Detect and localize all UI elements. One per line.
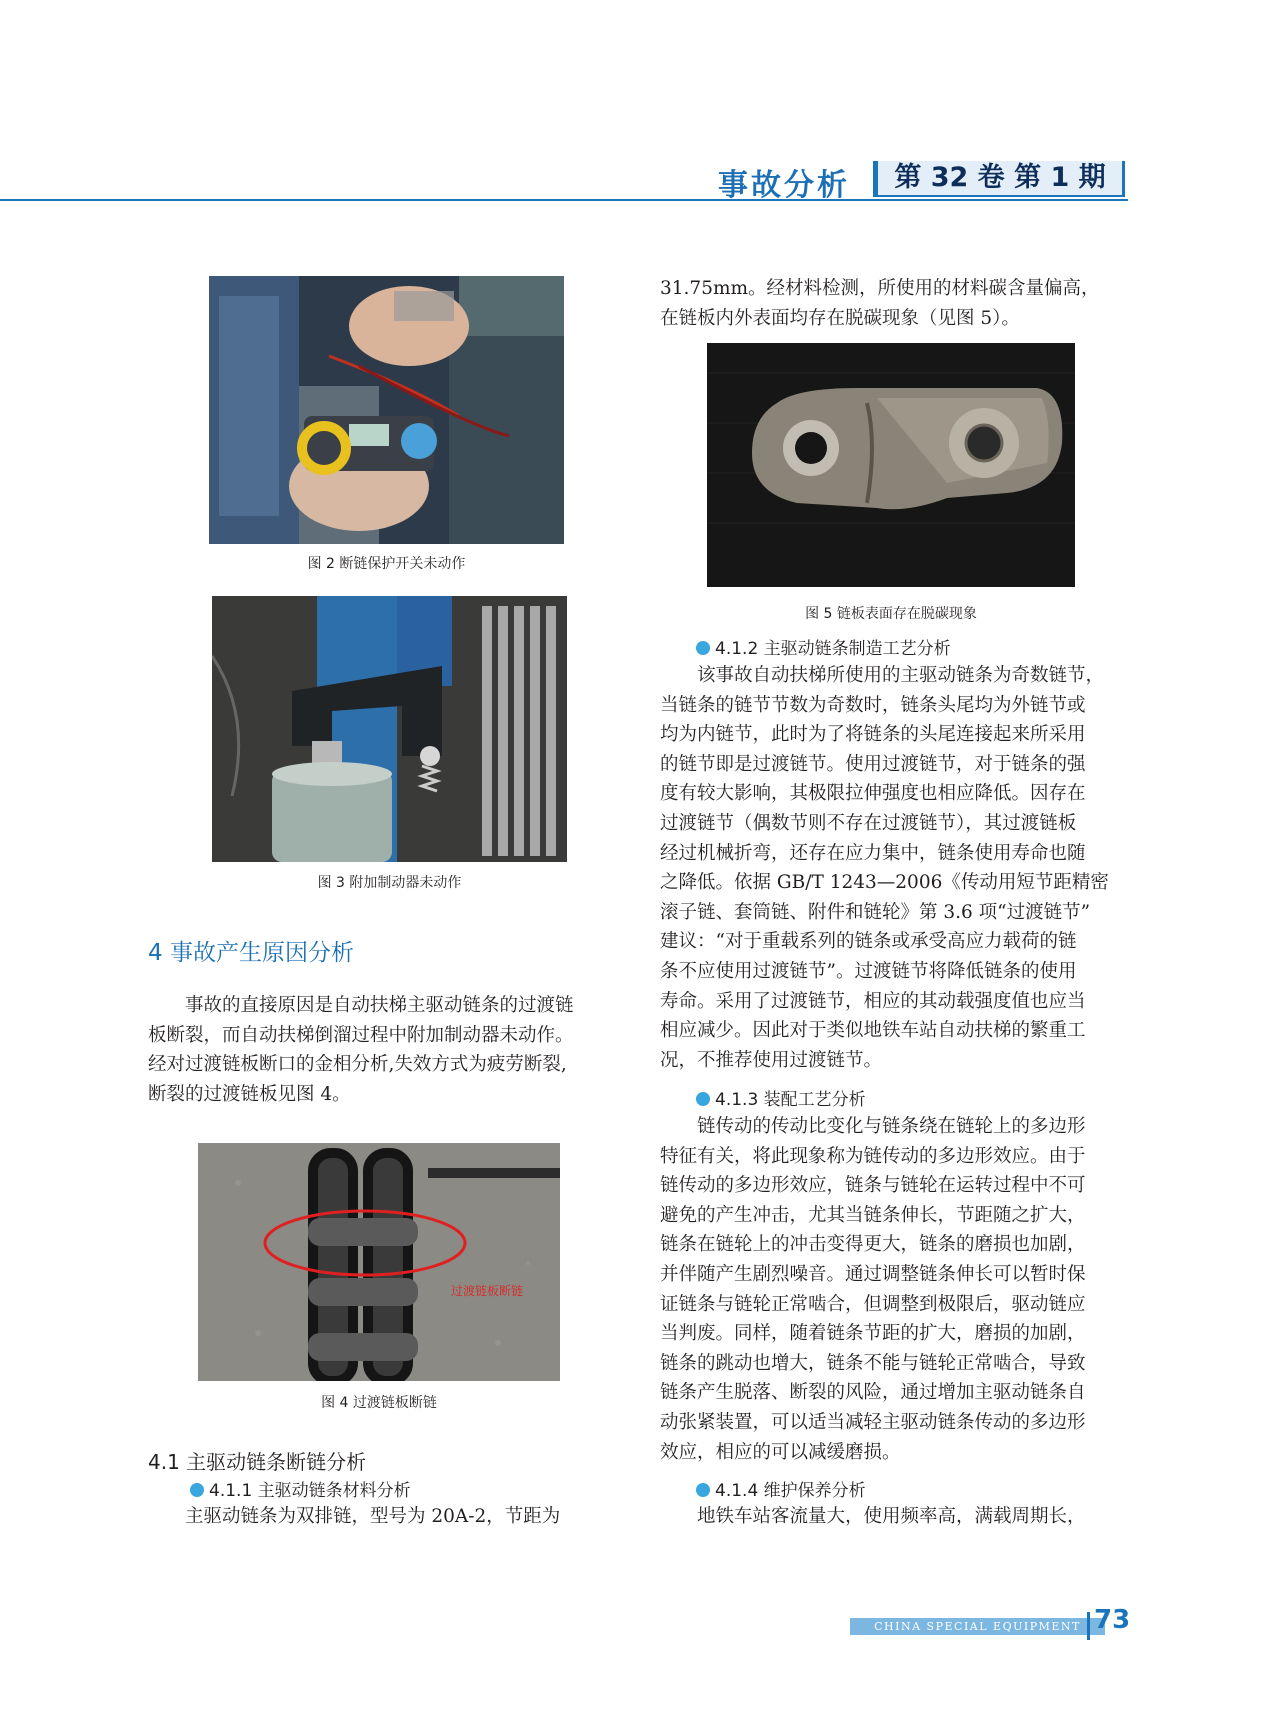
text-line: 该事故自动扶梯所使用的主驱动链条为奇数链节，: [697, 665, 1105, 686]
text-line: 相应减少。因此对于类似地铁车站自动扶梯的繁重工: [660, 1020, 1086, 1042]
text-line: 寿命。采用了过渡链节，相应的其动载强度值也应当: [660, 990, 1086, 1012]
text-line: 当判废。同样，随着链条节距的扩大，磨损的加剧，: [660, 1323, 1086, 1345]
paragraph-section-4: [148, 991, 616, 1109]
bullet-icon: [190, 1483, 204, 1497]
text-line: 证链条与链轮正常啮合，但调整到极限后，驱动链应: [660, 1293, 1086, 1315]
text-line: 并伴随产生剧烈噪音。通过调整链条伸长可以暂时保: [660, 1263, 1086, 1285]
text-line: 地铁车站客流量大，使用频率高，满载周期长，: [697, 1506, 1086, 1527]
text-line: 避免的产生冲击，尤其当链条伸长，节距随之扩大，: [660, 1204, 1086, 1226]
text-line: 链条在链轮上的冲击变得更大，链条的磨损也加剧，: [660, 1234, 1086, 1256]
text-line: 的链节即是过渡链节。使用过渡链节，对于链条的强: [660, 753, 1086, 775]
text-line: 建议：“对于重载系列的链条或承受高应力载荷的链: [660, 931, 1077, 953]
heading-4-1-2: [696, 634, 951, 659]
figure-5-photo: [707, 343, 1075, 587]
heading-4-1: 4.1 主驱动链条断链分析: [148, 1450, 367, 1474]
page-number: 73: [1094, 1605, 1131, 1635]
bullet-icon: [696, 1092, 710, 1106]
text-line: 31.75mm。经材料检测，所使用的材料碳含量偏高，: [660, 278, 1100, 299]
text-line: 链条产生脱落、断裂的风险，通过增加主驱动链条自: [660, 1382, 1086, 1404]
heading-4-1-4: [696, 1476, 866, 1501]
text-line: 当链条的链节节数为奇数时，链条头尾均为外链节或: [660, 694, 1086, 716]
paragraph-4-1-3: [660, 1112, 1130, 1467]
header-rule: [0, 199, 1128, 201]
bullet-icon: [696, 1483, 710, 1497]
text-line: 链传动的多边形效应，链条与链轮在运转过程中不可: [660, 1175, 1086, 1197]
paragraph-4-1-2: [660, 661, 1130, 1075]
section-title: 事故分析: [718, 168, 850, 203]
text-line: 事故的直接原因是自动扶梯主驱动链条的过渡链: [185, 995, 574, 1016]
paragraph-4-1-1: [148, 1502, 616, 1532]
footer-divider: [1087, 1612, 1090, 1640]
text-line: 经过机械折弯，还存在应力集中，链条使用寿命也随: [660, 842, 1086, 864]
heading-section-4: 4 事故产生原因分析: [148, 940, 354, 966]
text-line: 经对过渡链板断口的金相分析,失效方式为疲劳断裂,: [148, 1054, 567, 1076]
issue-label: 第 32 卷 第 1 期: [878, 161, 1122, 195]
text-line: 特征有关，将此现象称为链传动的多边形效应。由于: [660, 1145, 1086, 1167]
figure-2-caption: 图 2 断链保护开关未动作: [307, 556, 466, 572]
journal-name: CHINA SPECIAL EQUIPMENT SAFETY: [874, 1620, 1081, 1650]
text-line: 在链板内外表面均存在脱碳现象（见图 5）。: [660, 307, 1020, 329]
heading-4-1-4-label: 4.1.4 维护保养分析: [715, 1481, 866, 1501]
heading-4-1-3-label: 4.1.3 装配工艺分析: [715, 1090, 866, 1110]
text-line: 之降低。依据 GB/T 1243—2006《传动用短节距精密: [660, 872, 1109, 894]
text-line: 过渡链节（偶数节则不存在过渡链节），其过渡链板: [660, 812, 1077, 834]
figure-4-caption: 图 4 过渡链板断链: [321, 1395, 437, 1411]
text-line: 断裂的过渡链板见图 4。: [148, 1083, 351, 1105]
figure-4-annotation: 过渡链板断链: [451, 1284, 524, 1298]
heading-4-1-2-label: 4.1.2 主驱动链条制造工艺分析: [715, 639, 951, 659]
heading-4-1-1-label: 4.1.1 主驱动链条材料分析: [209, 1481, 411, 1501]
paragraph-4-1-1-continued: [660, 274, 1130, 333]
text-line: 条不应使用过渡链节”。过渡链节将降低链条的使用: [660, 960, 1077, 982]
figure-5-caption: 图 5 链板表面存在脱碳现象: [805, 606, 977, 622]
figure-4-photo: [198, 1143, 560, 1381]
text-line: 链条的跳动也增大，链条不能与链轮正常啮合，导致: [660, 1352, 1086, 1374]
figure-2-photo: [209, 276, 564, 544]
heading-4-1-3: [696, 1085, 866, 1110]
text-line: 均为内链节，此时为了将链条的头尾连接起来所采用: [660, 724, 1086, 746]
text-line: 效应，相应的可以减缓磨损。: [660, 1441, 901, 1463]
figure-3-photo: [212, 596, 567, 862]
figure-3-caption: 图 3 附加制动器未动作: [317, 875, 462, 891]
text-line: 链传动的传动比变化与链条绕在链轮上的多边形: [697, 1116, 1086, 1137]
text-line: 板断裂，而自动扶梯倒溜过程中附加制动器未动作。: [148, 1024, 574, 1046]
paragraph-4-1-4: [660, 1502, 1130, 1532]
bullet-icon: [696, 641, 710, 655]
heading-4-1-1: [190, 1476, 411, 1501]
text-line: 况，不推荐使用过渡链节。: [660, 1049, 883, 1071]
text-line: 动张紧装置，可以适当减轻主驱动链条传动的多边形: [660, 1411, 1086, 1433]
text-line: 度有较大影响，其极限拉伸强度也相应降低。因存在: [660, 783, 1086, 805]
text-line: 主驱动链条为双排链，型号为 20A-2，节距为: [185, 1506, 561, 1527]
text-line: 滚子链、套筒链、附件和链轮》第 3.6 项“过渡链节”: [660, 901, 1091, 923]
